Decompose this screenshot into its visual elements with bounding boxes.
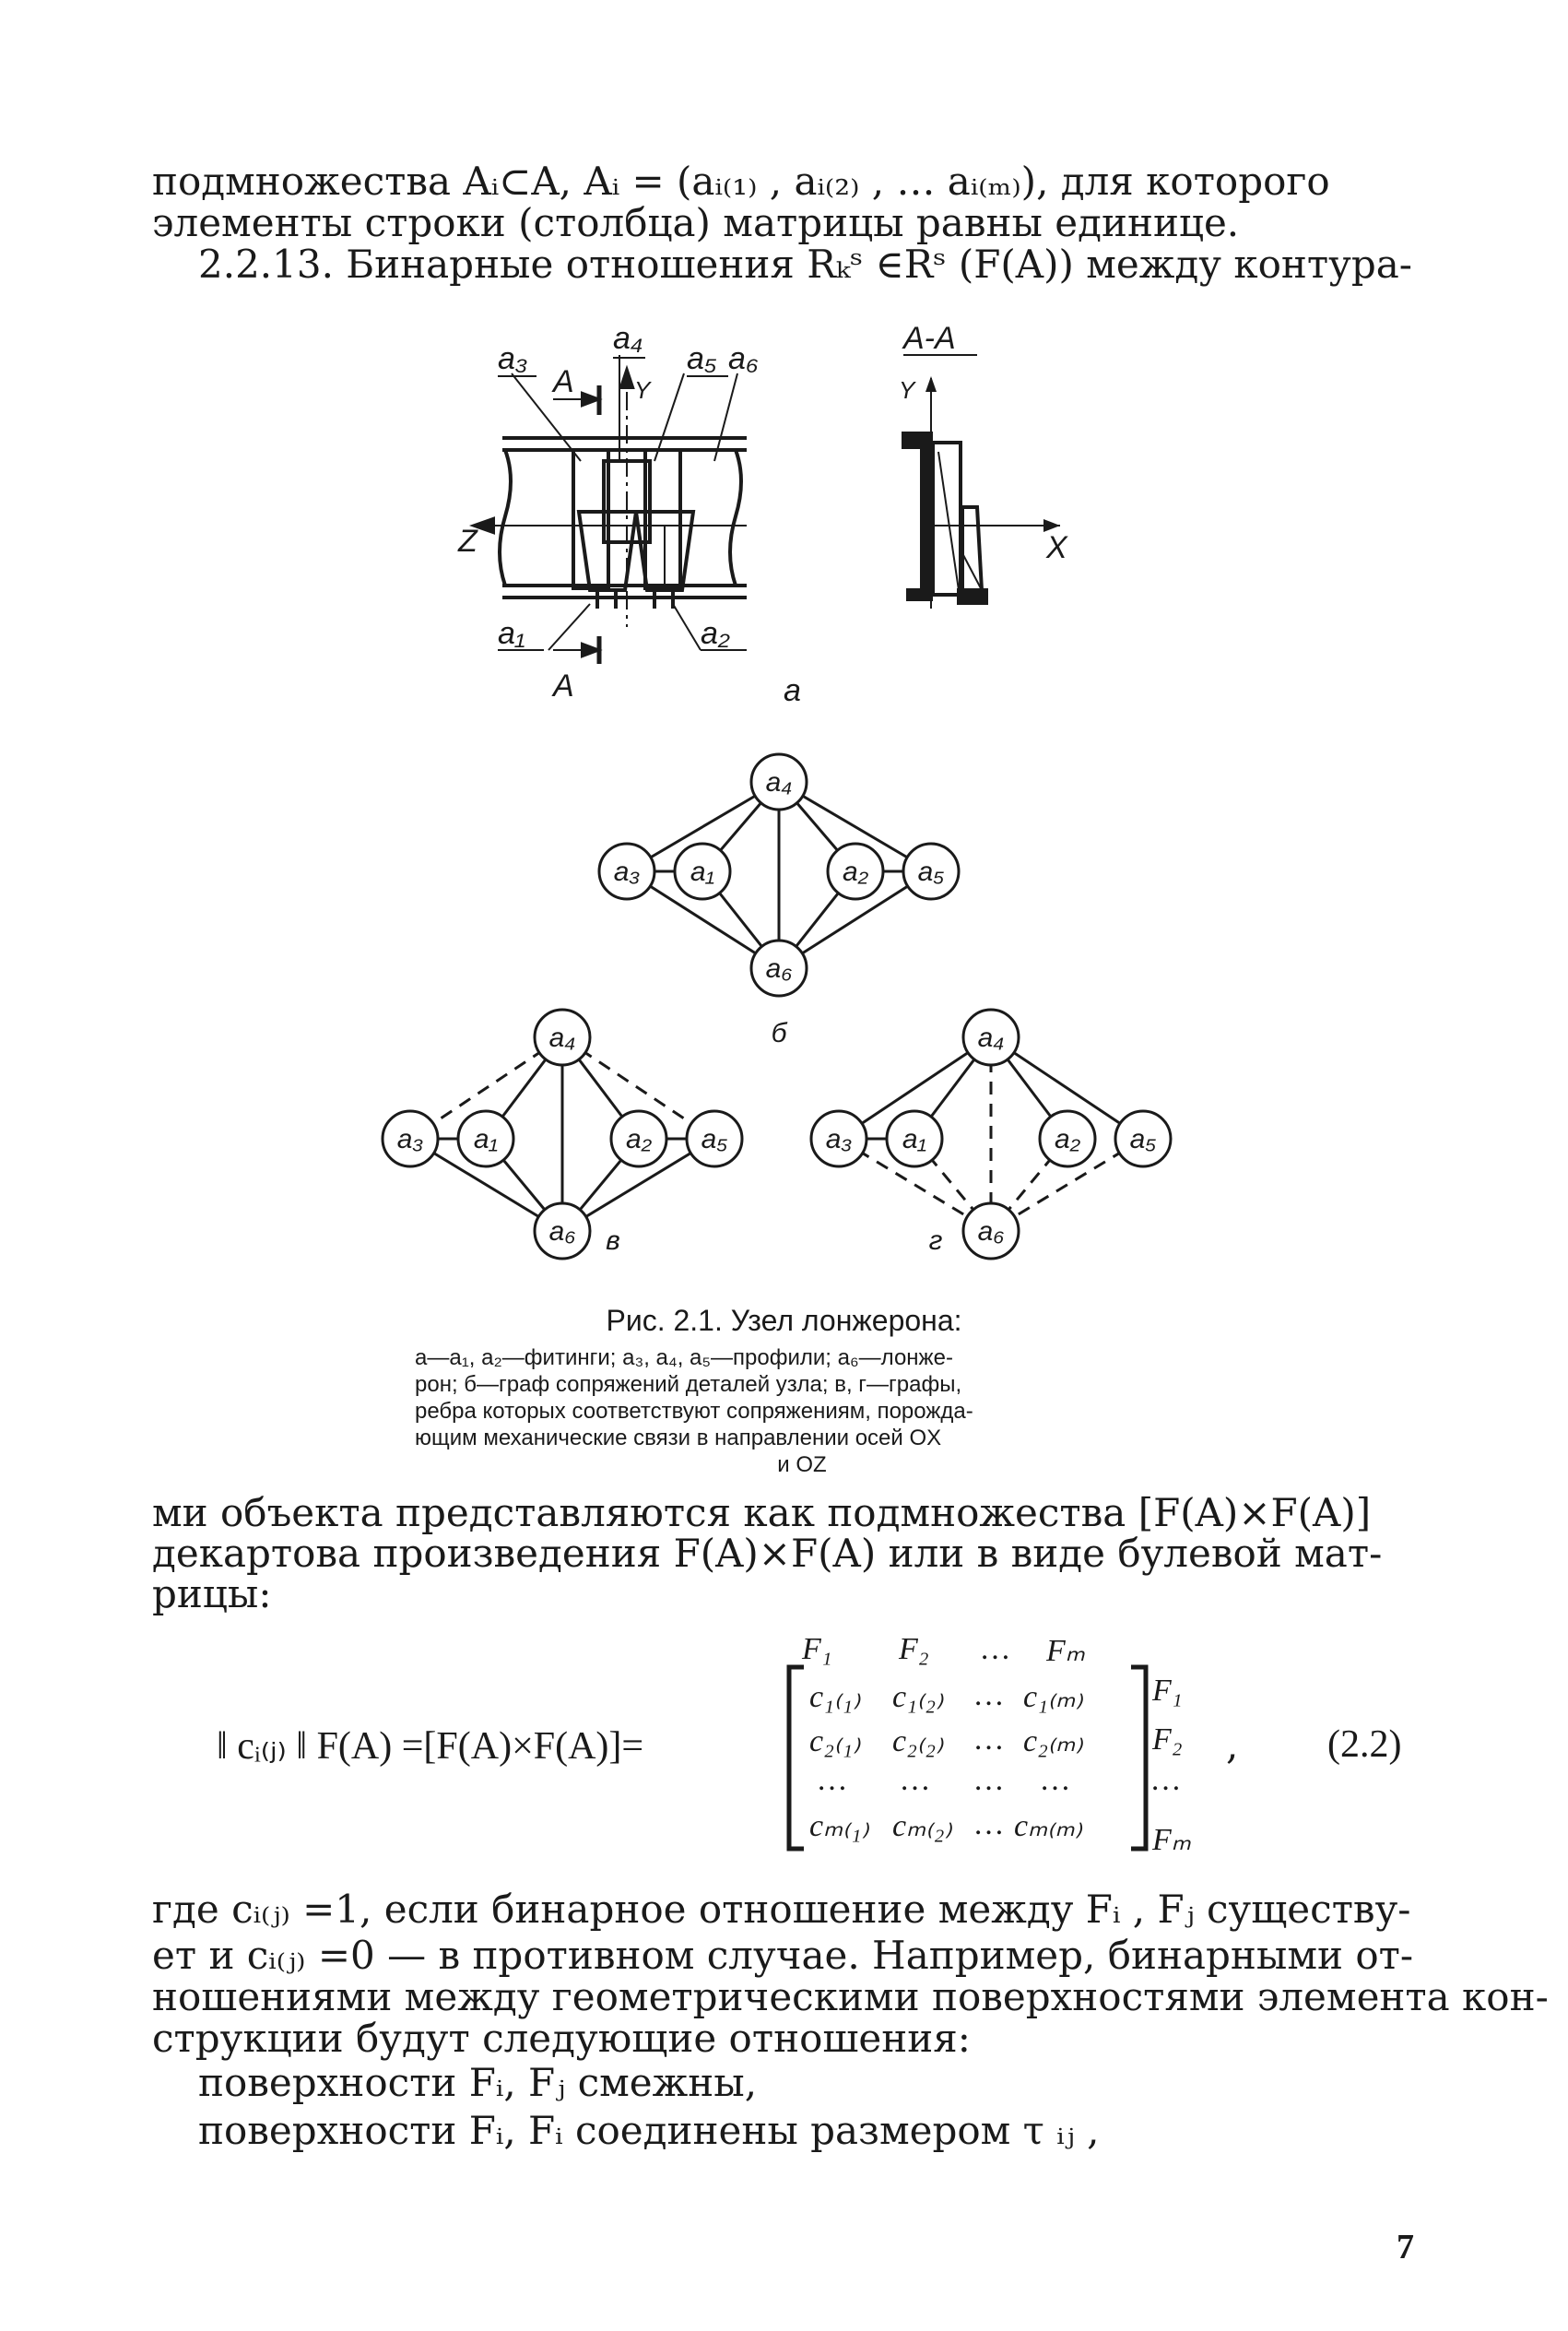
graph-g-node-a2: a₂ [1054,1124,1081,1154]
matrix-cell: c₂₍₁₎ [809,1724,861,1758]
matrix-cell: … [975,1722,1004,1757]
text-line-2: элементы строки (столбца) матрицы равны единице. [152,200,1240,245]
text-line-1: подмножества Aᵢ⊂A, Aᵢ = (aᵢ₍₁₎ , aᵢ₍₂₎ , … aᵢ₍ₘ₎), для которого [152,159,1330,204]
graph-v-node-a1: a₁ [473,1124,499,1154]
graph-b-node-a3: a₃ [613,857,641,887]
matrix-cell: cₘ₍₁₎ [809,1809,869,1843]
panel-a-label: a [784,673,801,708]
graph-b-node-a1: a₁ [690,857,715,887]
caption-line: и OZ [777,1452,827,1477]
text-line-10: струкции будут следующие отношения: [152,2016,971,2061]
equation-number: (2.2) [1327,1723,1402,1766]
caption-line: рон; б—граф сопряжений деталей узла; в, г—графы, [415,1372,962,1397]
matrix-cell: … [975,1763,1004,1797]
matrix-row-header: F₁ [1152,1674,1183,1708]
section-x-label: X [1046,530,1067,565]
text-line-7: где cᵢ₍ⱼ₎ =1, если бинарное отношение между Fᵢ , Fⱼ существу- [152,1887,1411,1932]
label-a4: a₄ [613,321,643,356]
label-a6: a₆ [728,341,759,376]
matrix-cell: … [819,1763,847,1797]
matrix-row-header: … [1152,1763,1181,1797]
matrix-cell: … [1042,1763,1070,1797]
y-axis-label: Y [634,376,651,404]
matrix-col-header: … [982,1632,1010,1666]
graph-b-node-a4: a₄ [765,767,793,798]
matrix-cell: c₁₍₁₎ [809,1680,861,1714]
matrix-row-header: Fₘ [1152,1823,1191,1857]
matrix-row-header: F₂ [1152,1722,1183,1757]
graph-v-node-a4: a₄ [548,1023,576,1053]
matrix-col-header: F₁ [802,1632,832,1666]
graph-b-node-a5: a₅ [917,857,945,887]
matrix-cell: cₘ₍ₘ₎ [1014,1809,1083,1843]
matrix-cell: … [902,1763,930,1797]
matrix-cell: cₘ₍₂₎ [892,1809,952,1843]
matrix-cell: … [975,1807,1004,1841]
text-line-3: 2.2.13. Бинарные отношения Rₖˢ ∈Rˢ (F(A)) между контура- [198,242,1412,287]
page-number: 7 [1397,2228,1414,2266]
graph-g-node-a5: a₅ [1129,1124,1157,1154]
section-view [903,355,1060,609]
graph-g-node-a3: a₃ [825,1124,853,1154]
caption-line: а—a₁, a₂—фитинги; a₃, a₄, a₅—профили; a₆—лонже- [415,1345,953,1370]
graph-b-node-a2: a₂ [842,857,869,887]
label-a1: a₁ [498,616,525,651]
text-line-4: ми объекта представляются как подмножества [F(A)×F(A)] [152,1490,1372,1535]
matrix-cell: c₂₍₂₎ [892,1724,944,1758]
matrix-col-header: F₂ [899,1632,929,1666]
panel-g-label: г [928,1225,943,1256]
equation-comma: , [1226,1722,1239,1768]
graph-v-node-a2: a₂ [625,1124,653,1154]
section-mark-top: A [553,364,574,399]
text-line-5: декартова произведения F(A)×F(A) или в виде булевой мат- [152,1531,1383,1576]
label-a2: a₂ [701,616,730,651]
text-line-11: поверхности Fᵢ, Fⱼ смежны, [198,2060,758,2105]
graph-b-node-a6: a₆ [765,953,793,984]
equation-lhs: ‖ cᵢ₍ⱼ₎ ‖ F(A) =[F(A)×F(A)]= [217,1725,644,1768]
text-line-9: ношениями между геометрическими поверхностями элемента кон- [152,1974,1549,2019]
text-line-12: поверхности Fᵢ, Fᵢ соединены размером τ ᵢⱼ , [198,2108,1100,2153]
figure-caption-body [415,1344,1189,1478]
graph-v-node-a3: a₃ [396,1124,424,1154]
figure-caption-title: Рис. 2.1. Узел лонжерона: [606,1304,962,1337]
caption-line: ребра которых соответствуют сопряжениям, порожда- [415,1399,973,1424]
section-mark-bottom: A [553,669,574,704]
graph-g-node-a4: a₄ [977,1023,1005,1053]
matrix-cell: … [975,1678,1004,1712]
section-y-label: Y [899,376,915,404]
graph-g-node-a1: a₁ [902,1124,927,1154]
graph-v-node-a6: a₆ [548,1216,576,1247]
graph-g-node-a6: a₆ [977,1216,1005,1247]
matrix-cell: c₁₍ₘ₎ [1023,1680,1083,1714]
text-line-6: рицы: [152,1571,272,1616]
label-a3: a₃ [498,341,528,376]
label-a5: a₅ [687,341,717,376]
graph-v-node-a5: a₅ [701,1124,728,1154]
matrix-cell: c₁₍₂₎ [892,1680,944,1714]
matrix-col-header: Fₘ [1046,1634,1085,1668]
z-axis-label: Z [458,524,477,559]
section-title: A-A [903,321,956,356]
panel-b-label: б [771,1018,787,1048]
matrix-cell: c₂₍ₘ₎ [1023,1724,1083,1758]
caption-line: ющим механические связи в направлении осей OX [415,1426,942,1450]
text-line-8: ет и cᵢ₍ⱼ₎ =0 — в противном случае. Например, бинарными от- [152,1933,1414,1978]
panel-v-label: в [606,1225,620,1256]
